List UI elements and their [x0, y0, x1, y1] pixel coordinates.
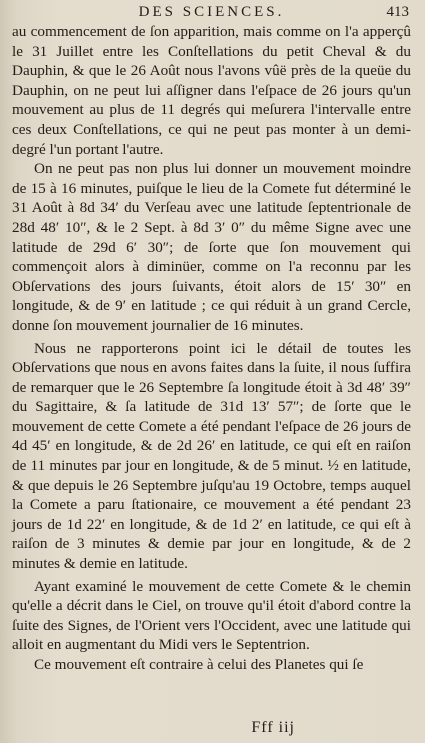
page-number: 413: [386, 4, 409, 20]
paragraph-3: Nous ne rapporterons point ici le détail de toutes les Obſervations que nous en avons faites dans la ſuite, il nous ſuffira de remarquer que le 26 Septembre ſa longitude étoit à 3d 48′ 39″ du Sagittaire, & ſa latitude de 31d 13′ 57″; de ſorte que le mouvement de cette Comete a été pendant l'eſpace de 26 jours de 4d 45′ en longitude, & de 2d 26′ en latitude, ce qui eſt en raiſon de 11 minutes par jour en longitude, & de 5 minut. ½ en latitude, & que depuis le 26 Septembre juſqu'au 19 Octobre, temps auquel la Comete a paru ſtationaire, ce mouvement a été pendant 23 jours de 1d 22′ en longitude, & de 1d 2′ en latitude, ce qui eſt à raiſon de 3 minutes & demie par jour en longitude, & de 2 minutes & demie en latitude.: [12, 339, 411, 573]
paragraph-4: Ayant examiné le mouvement de cette Comete & le chemin qu'elle a décrit dans le Ciel, on trouve qu'il étoit d'abord contre la ſuite des Signes, de l'Orient vers l'Occident, avec une latitude qui alloit en augmentant du Midi vers le Septentrion.: [12, 577, 411, 654]
paragraph-5: Ce mouvement eſt contraire à celui des Planetes qui ſe: [34, 656, 364, 673]
paragraph-2: On ne peut pas non plus lui donner un mouvement moindre de 15 à 16 minutes, puiſque le lieu de la Comete fut déterminé le 31 Août à 8d 34′ du Verſeau avec une latitude ſeptentrionale de 28d 48′ 10″, & le 2 Sept. à 8d 3′ 0″ du même Signe avec une latitude de 29d 6′ 30″; de ſorte que ſon mouvement qui commençoit alors à diminüer, comme on l'a reconnu par les Obſervations des jours ſuivants, étoit alors de 15′ 30″ en longitude, & de 9′ en latitude ; ce qui réduit à un grand Cercle, donne ſon mouvement journalier de 16 minutes.: [12, 160, 411, 334]
paragraph-1: au commencement de ſon apparition, mais comme on l'a apperçû le 31 Juillet entre les Conſtellations du petit Cheval & du Dauphin, & que le 26 Août nous l'avons vûë près de la queüe du Dauphin, on ne peut lui aſſigner dans l'eſpace de 26 jours qu'un mouvement au plus de 11 degrés qui meſurera l'intervalle entre ces deux Conſtellations, ce qui ne peut pas monter à un demi-degré l'un portant l'autre.: [12, 23, 411, 158]
running-title: DES SCIENCES.: [138, 4, 285, 20]
signature-mark: Fff iij: [251, 719, 295, 736]
running-header: [12, 4, 411, 22]
body-text: [12, 22, 411, 675]
